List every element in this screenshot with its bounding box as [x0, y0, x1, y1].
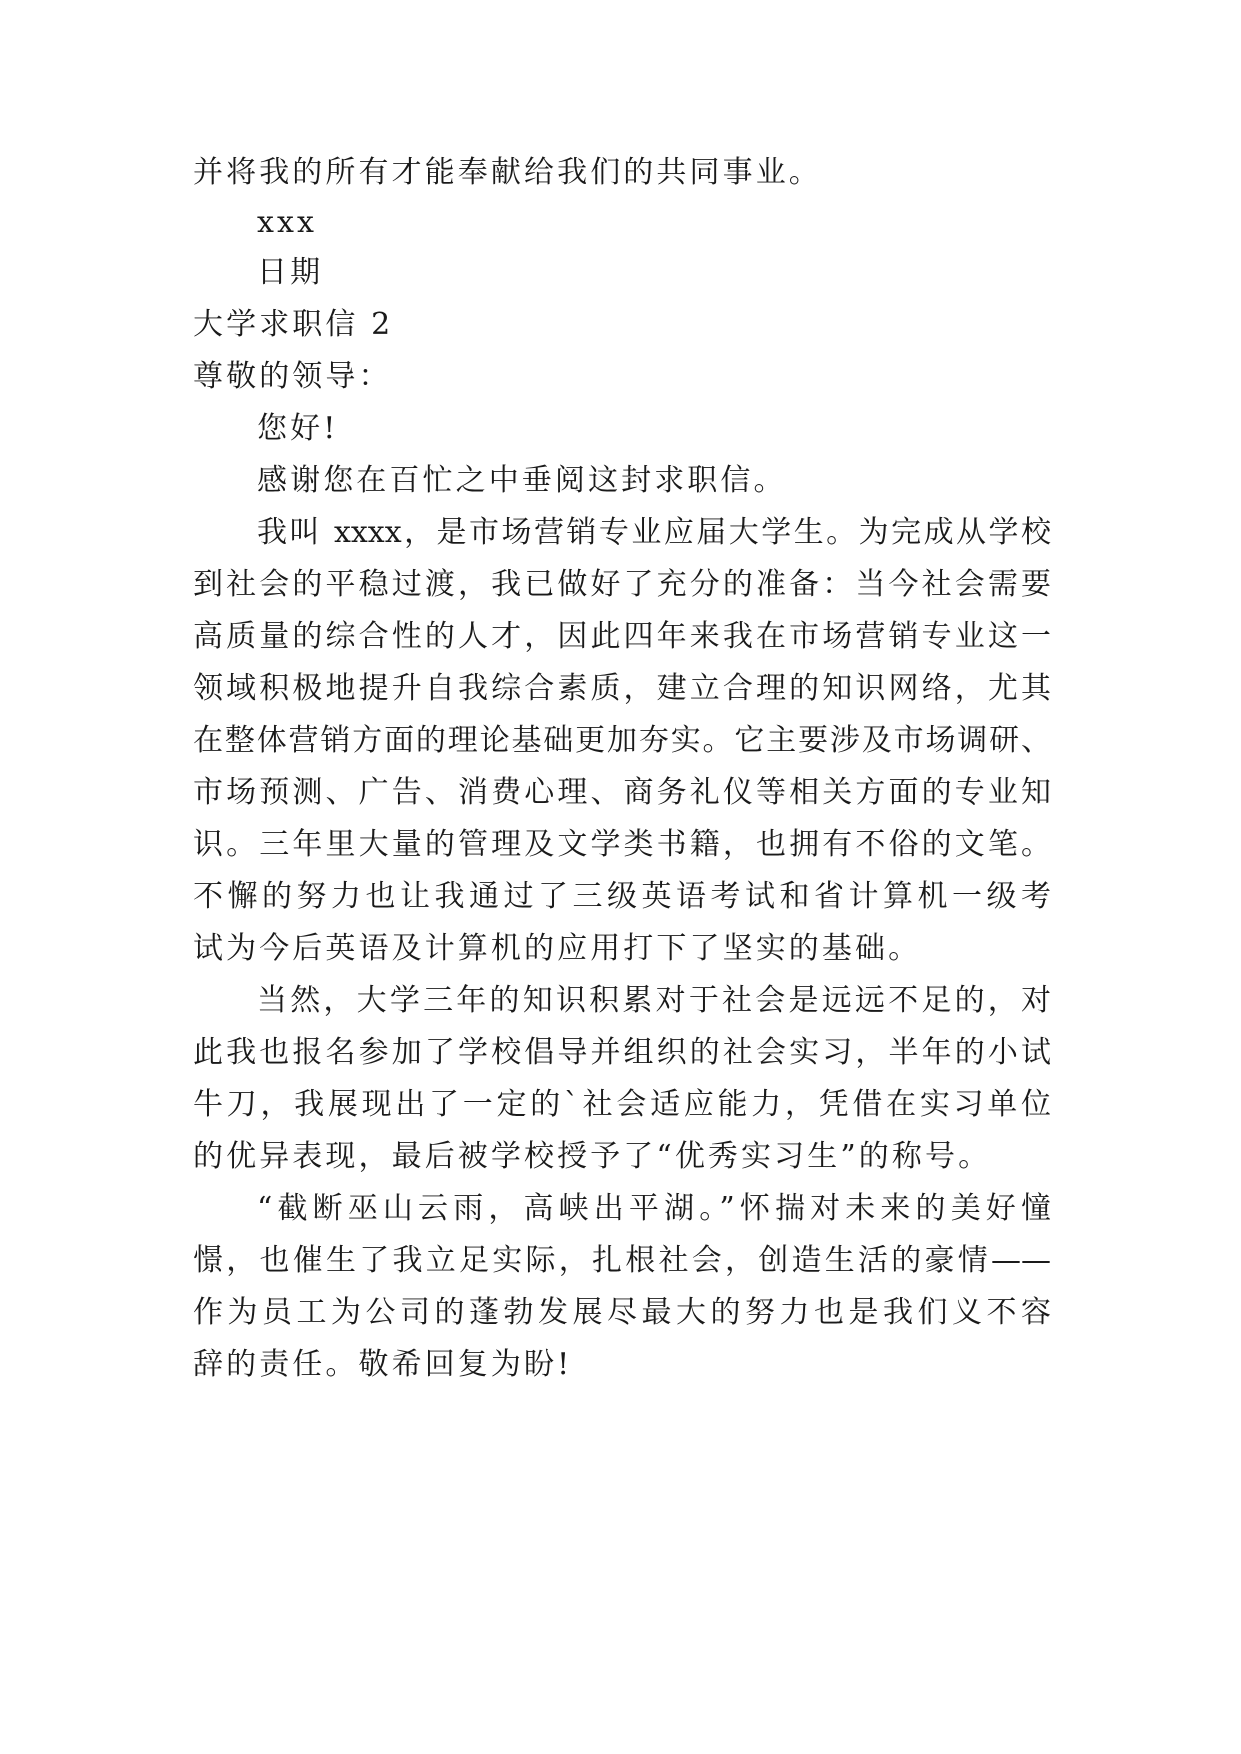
text-line: 高质量的综合性的人才，因此四年来我在市场营销专业这一: [193, 619, 1051, 654]
text-line: 辞的责任。敬希回复为盼!: [193, 1347, 573, 1382]
text-line: 市场预测、广告、消费心理、商务礼仪等相关方面的专业知: [193, 775, 1051, 810]
text-line: “截断巫山云雨，高峡出平湖。”怀揣对未来的美好憧: [257, 1191, 1051, 1226]
signature-date: 日期: [257, 255, 324, 290]
greeting: 您好!: [257, 411, 339, 446]
text-line: 感谢您在百忙之中垂阅这封求职信。: [257, 463, 787, 498]
text-line-closing: 并将我的所有才能奉献给我们的共同事业。: [193, 155, 822, 190]
signature-name: xxx: [257, 205, 318, 240]
text-line: 憬，也催生了我立足实际，扎根社会，创造生活的豪情——: [193, 1243, 1051, 1278]
text-line: 此我也报名参加了学校倡导并组织的社会实习，半年的小试: [193, 1035, 1051, 1070]
text-line: 不懈的努力也让我通过了三级英语考试和省计算机一级考: [193, 879, 1051, 914]
text-line: 识。三年里大量的管理及文学类书籍，也拥有不俗的文笔。: [193, 827, 1051, 862]
salutation: 尊敬的领导：: [193, 359, 392, 394]
text-line: 试为今后英语及计算机的应用打下了坚实的基础。: [193, 931, 922, 966]
text-line: 到社会的平稳过渡，我已做好了充分的准备：当今社会需要: [193, 567, 1051, 602]
text-line: 作为员工为公司的蓬勃发展尽最大的努力也是我们义不容: [193, 1295, 1051, 1330]
section-title: 大学求职信 2: [193, 307, 394, 342]
text-line: 在整体营销方面的理论基础更加夯实。它主要涉及市场调研、: [193, 723, 1051, 758]
text-line: 当然，大学三年的知识积累对于社会是远远不足的，对: [257, 983, 1051, 1018]
text-line: 领域积极地提升自我综合素质，建立合理的知识网络，尤其: [193, 671, 1051, 706]
text-line: 牛刀，我展现出了一定的`社会适应能力，凭借在实习单位: [193, 1087, 1051, 1122]
text-line: 的优异表现，最后被学校授予了“优秀实习生”的称号。: [193, 1139, 992, 1174]
text-line: 我叫 xxxx，是市场营销专业应届大学生。为完成从学校: [257, 515, 1051, 550]
